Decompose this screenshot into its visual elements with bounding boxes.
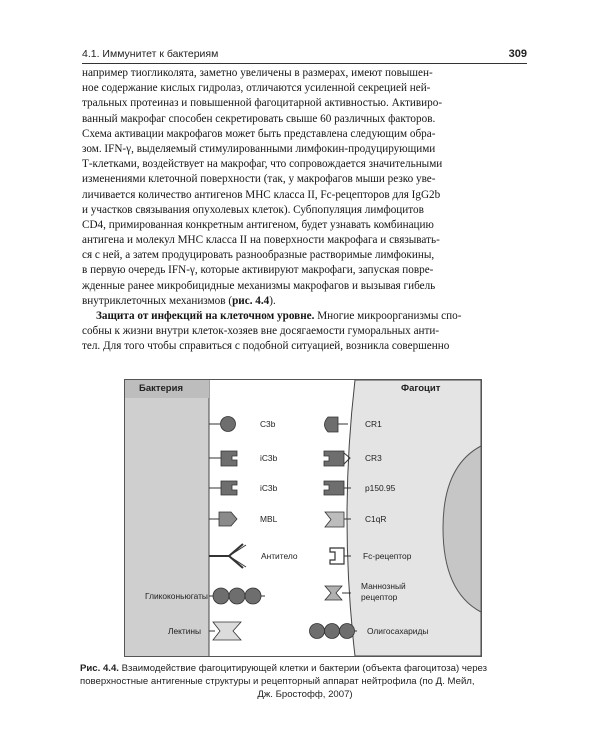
- paragraph-heading: Защита от инфекций на клеточном уровне.: [95, 310, 315, 322]
- figure-diagram: [125, 380, 481, 656]
- caption-text: Взаимодействие фагоцитирующей клетки и бактерии (объекта фагоцитоза) через: [118, 663, 488, 674]
- text-line: собны к жизни внутри клеток-хозяев вне досягаемости гуморальных анти-: [82, 325, 440, 338]
- glycoconjugate-icon: [245, 588, 261, 604]
- close-paren: ).: [269, 294, 276, 307]
- antibody-label: Антитело: [261, 551, 298, 561]
- fc-receptor-label: Fc-рецептор: [363, 551, 412, 561]
- oligosaccharide-icon: [310, 624, 325, 639]
- bacteria-label: Бактерия: [139, 383, 183, 394]
- text-line: ся с ней, а затем продуцировать разнообразные растворимые лимфокины,: [82, 249, 435, 262]
- text-line: например тиогликолята, заметно увеличены в размерах, имеют повышен-: [82, 67, 433, 79]
- c3b-molecule-icon: [221, 417, 236, 432]
- p150-receptor-icon: [324, 481, 344, 495]
- running-header: [82, 48, 527, 64]
- header-rule: [82, 63, 527, 64]
- bacteria-wall: [125, 380, 209, 656]
- mannose-receptor-icon: [325, 586, 342, 600]
- text-line: зом. IFN-γ, выделяемый стимулированными лимфокин-продуцирующими: [82, 142, 436, 155]
- c1qr-receptor-icon: [325, 512, 344, 527]
- text-line: ное содержание кислых гидролаз, отличаются усиленной секрецией ней-: [82, 82, 431, 95]
- text-line: CD4, примированная конкретным антигеном, будет узнавать комбинацию: [82, 218, 434, 231]
- glycoconjugate-icon: [229, 588, 245, 604]
- text-line: [82, 294, 527, 309]
- text-line: Т-клетками, воздействует на макрофаг, что сопровождается значительными: [82, 158, 443, 171]
- page-number: 309: [508, 48, 527, 60]
- ic3b-label-2: iC3b: [260, 483, 278, 493]
- p150-label: p150.95: [365, 483, 396, 493]
- lectins-label: Лектины: [168, 626, 202, 636]
- text-line: тральных протеиназ и повышенной фагоцитарной активностью. Активиро-: [82, 97, 443, 110]
- text-line: жденные ранее микробицидные механизмы макрофагов и вызывая гибель: [82, 279, 436, 292]
- oligosaccharide-icon: [340, 624, 355, 639]
- text-line: Схема активации макрофагов может быть представлена следующим обра-: [82, 127, 436, 140]
- mbl-label: MBL: [260, 514, 278, 524]
- ic3b-molecule-icon: [221, 481, 237, 495]
- mannose-receptor-label-2: рецептор: [361, 592, 398, 602]
- open-paren: (: [228, 294, 233, 307]
- figure-4-4: [124, 379, 482, 657]
- text-line: ванный макрофаг способен секретировать свыше 60 различных факторов.: [82, 112, 436, 125]
- glycoconjugates-label: Гликоконьюгаты: [145, 591, 208, 601]
- text-line: антигена и молекул MHC класса II на поверхности макрофага и связывать-: [82, 234, 440, 247]
- text-line: личивается количество антигенов MHC класса II, Fc-рецепторов для IgG2b: [82, 188, 441, 201]
- section-title: 4.1. Иммунитет к бактериям: [82, 48, 219, 60]
- text-run: внутриклеточных механизмов: [82, 294, 226, 307]
- text-line: и участков связывания опухолевых клеток). Субпопуляция лимфоцитов: [82, 203, 424, 216]
- figure-reference: рис. 4.4: [232, 294, 270, 307]
- cr1-label: CR1: [365, 419, 382, 429]
- text-line: тел. Для того чтобы справиться с подобной ситуацией, возникла совершенно: [82, 340, 450, 353]
- mbl-molecule-icon: [219, 512, 237, 526]
- oligosaccharides-label: Олигосахариды: [367, 626, 429, 636]
- text-line: в первую очередь IFN-γ, которые активируют макрофаги, запуская повре-: [82, 264, 434, 277]
- oligosaccharide-icon: [325, 624, 340, 639]
- ic3b-label: iC3b: [260, 453, 278, 463]
- cr3-receptor-icon: [324, 451, 344, 466]
- caption-line: поверхностные антигенные структуры и рецепторный аппарат нейтрофила (по Д. Мейл,: [80, 676, 475, 687]
- lectin-icon: [213, 622, 241, 640]
- fc-receptor-icon: [330, 548, 344, 564]
- glycoconjugate-icon: [213, 588, 229, 604]
- text-line: изменениями клеточной поверхности (так, у макрофагов мыши резко уве-: [82, 173, 436, 186]
- text-run: Многие микроорганизмы спо-: [314, 310, 462, 322]
- caption-label: Рис. 4.4.: [80, 663, 119, 674]
- ic3b-molecule-icon: [221, 451, 237, 466]
- body-text: [82, 66, 527, 355]
- cr3-label: CR3: [365, 453, 382, 463]
- phagocyte-label: Фагоцит: [401, 383, 441, 394]
- figure-caption: [80, 662, 530, 701]
- text-line: [82, 309, 527, 324]
- c1qr-label: C1qR: [365, 514, 387, 524]
- mannose-receptor-label: Маннозный: [361, 581, 406, 591]
- caption-line: Дж. Бростофф, 2007): [257, 689, 353, 700]
- cr1-receptor-icon: [325, 417, 339, 432]
- c3b-label: C3b: [260, 419, 276, 429]
